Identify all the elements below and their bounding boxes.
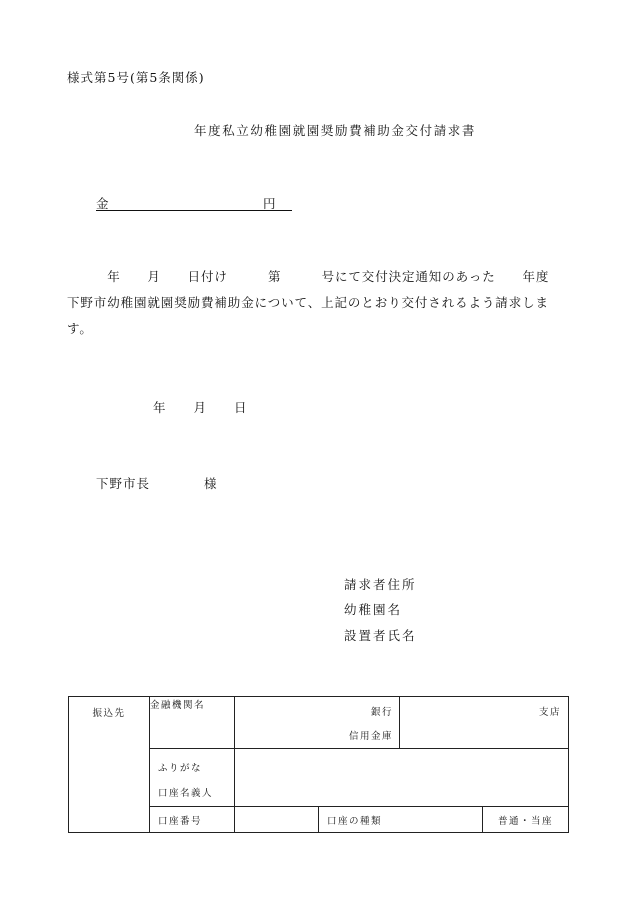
amount-field (96, 194, 292, 211)
account-type-value[interactable]: 普通・当座 (483, 807, 569, 833)
bank-transfer-table (68, 696, 569, 833)
transfer-to-label: 振込先 (69, 697, 150, 833)
branch-label: 支店 (539, 707, 562, 718)
credit-union-label: 信用金庫 (348, 731, 393, 742)
body-line: す。 (67, 321, 93, 336)
applicant-address-label: 請求者住所 (344, 577, 417, 592)
furigana-label: ふりがな (158, 763, 203, 774)
account-number-field[interactable] (235, 807, 319, 833)
branch-cell[interactable] (400, 697, 569, 749)
holder-label-cell (150, 749, 235, 807)
account-type-label: 口座の種類 (319, 807, 483, 833)
founder-name-label: 設置者氏名 (344, 628, 417, 643)
body-line: 下野市幼稚園就園奨励費補助金について、上記のとおり交付されるよう請求しま (67, 295, 549, 310)
institution-name-cell[interactable] (235, 697, 400, 749)
account-holder-label: 口座名義人 (158, 788, 214, 799)
form-number-label: 様式第5号(第5条関係) (67, 70, 205, 85)
request-date: 年 月 日 (153, 400, 248, 415)
kindergarten-name-label: 幼稚園名 (344, 602, 403, 617)
document-title: 年度私立幼稚園就園奨励費補助金交付請求書 (194, 123, 477, 138)
amount-prefix: 金 (96, 196, 110, 211)
account-number-label: 口座番号 (150, 807, 235, 833)
request-body-text (67, 264, 577, 342)
body-line: 年 月 日付け 第 号にて交付決定通知のあった 年度 (67, 269, 550, 284)
institution-label: 金融機関名 (150, 697, 235, 749)
bank-label: 銀行 (370, 707, 393, 718)
amount-suffix: 円 (263, 196, 277, 211)
account-holder-field[interactable] (235, 749, 569, 807)
addressee: 下野市長 様 (96, 476, 218, 491)
